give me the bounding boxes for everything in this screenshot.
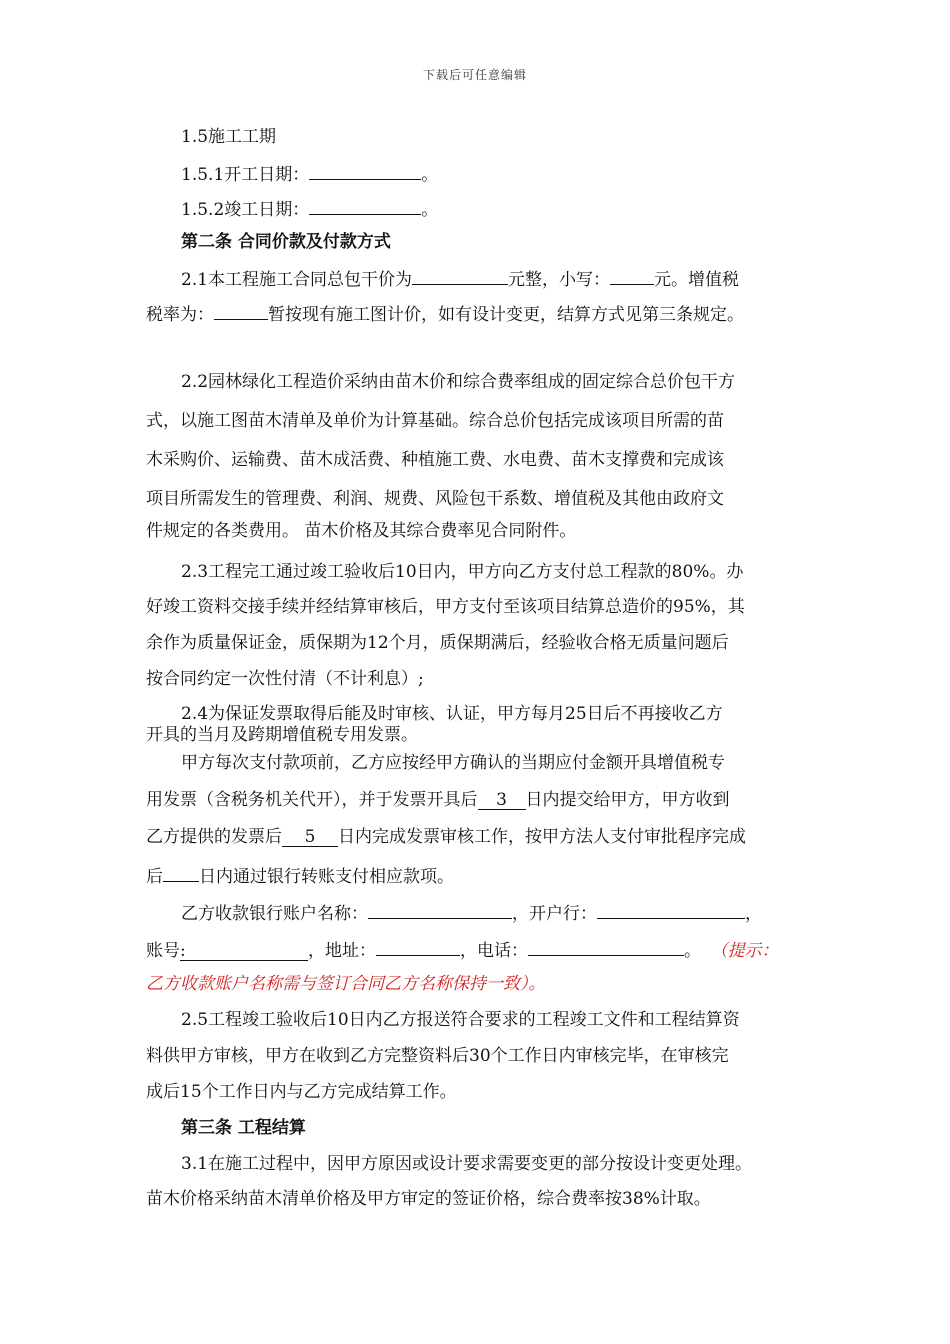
article-2-title: 第二条 合同价款及付款方式 bbox=[181, 232, 391, 252]
invoice-days-value: 3 bbox=[478, 791, 526, 810]
page-header: 下载后可任意编辑 bbox=[422, 68, 527, 82]
clause-2-5-line: 2.5工程竣工验收后10日内乙方报送符合要求的工程竣工文件和工程结算资 bbox=[181, 1010, 740, 1030]
clause-2-1-line2 bbox=[146, 301, 826, 326]
payment-text: 日内完成发票审核工作，按甲方法人支付审批程序完成 bbox=[338, 827, 746, 847]
account-name-blank bbox=[368, 900, 512, 919]
clause-2-1-text: 税率为： bbox=[146, 305, 214, 325]
clause-2-3-line: 按合同约定一次性付清（不计利息）; bbox=[146, 669, 424, 689]
clause-2-5-line: 成后15个工作日内与乙方完成结算工作。 bbox=[146, 1082, 457, 1102]
clause-2-1-text: 暂按现有施工图计价，如有设计变更，结算方式见第三条规定。 bbox=[268, 305, 744, 325]
phone-blank bbox=[528, 937, 684, 956]
clause-2-1-line1 bbox=[181, 266, 826, 291]
bank-line1 bbox=[181, 900, 826, 925]
start-date-label: 1.5.1开工日期： bbox=[181, 165, 310, 185]
payment-text: 日内提交给甲方，甲方收到 bbox=[525, 790, 730, 810]
period: 。 bbox=[421, 165, 439, 185]
payment-line1: 甲方每次支付款项前，乙方应按经甲方确认的当期应付金额开具增值税专 bbox=[181, 753, 725, 773]
bank-text: 。 bbox=[684, 941, 701, 961]
clause-2-5-line: 料供甲方审核，甲方在收到乙方完整资料后30个工作日内审核完毕，在审核完 bbox=[146, 1046, 729, 1066]
clause-2-3-line: 余作为质量保证金，质保期为12个月，质保期满后，经验收合格无质量问题后 bbox=[146, 633, 729, 653]
clause-2-3-line: 2.3工程完工通过竣工验收后10日内，甲方向乙方支付总工程款的80%。办 bbox=[181, 562, 744, 582]
clause-3-1-line: 苗木价格采纳苗木清单价格及甲方审定的签证价格，综合费率按38%计取。 bbox=[146, 1189, 711, 1209]
bank-text: ，电话： bbox=[460, 941, 528, 961]
amount-blank bbox=[610, 266, 654, 285]
period: 。 bbox=[421, 200, 439, 220]
bank-text: 乙方收款银行账户名称： bbox=[181, 904, 368, 924]
clause-2-1-text: 元。增值税 bbox=[654, 270, 740, 290]
bank-text: ，地址： bbox=[308, 941, 376, 961]
clause-3-1-line: 3.1在施工过程中，因甲方原因或设计要求需要变更的部分按设计变更处理。 bbox=[181, 1154, 753, 1174]
bank-name-blank bbox=[597, 900, 745, 919]
end-date-line bbox=[181, 196, 826, 221]
clause-2-2-line: 木采购价、运输费、苗木成活费、种植施工费、水电费、苗木支撑费和完成该 bbox=[146, 450, 724, 470]
clause-2-2-line: 项目所需发生的管理费、利润、规费、风险包干系数、增值税及其他由政府文 bbox=[146, 489, 724, 509]
payment-text: 乙方提供的发票后 bbox=[146, 827, 282, 847]
payment-text: 日内通过银行转账支付相应款项。 bbox=[199, 867, 454, 887]
payment-days-blank bbox=[163, 863, 199, 882]
review-days-value: 5 bbox=[282, 828, 338, 847]
address-blank bbox=[376, 937, 460, 956]
clause-2-4-line: 2.4为保证发票取得后能及时审核、认证，甲方每月25日后不再接收乙方 bbox=[181, 704, 723, 724]
account-number-blank: : bbox=[180, 942, 308, 961]
bank-line2 bbox=[146, 937, 826, 962]
start-date-blank bbox=[309, 161, 421, 180]
start-date-line bbox=[181, 161, 826, 186]
payment-line4 bbox=[146, 863, 826, 888]
article-3-title: 第三条 工程结算 bbox=[181, 1118, 306, 1138]
payment-text: 后 bbox=[146, 867, 163, 887]
clause-2-4-line: 开具的当月及跨期增值税专用发票。 bbox=[146, 725, 418, 745]
clause-2-1-text: 2.1本工程施工合同总包干价为 bbox=[181, 270, 413, 290]
price-blank bbox=[412, 266, 508, 285]
bank-text: ，开户行： bbox=[512, 904, 597, 924]
clause-2-1-text: 元整，小写： bbox=[508, 270, 611, 290]
payment-text: 用发票（含税务机关代开），并于发票开具后 bbox=[146, 790, 478, 810]
tax-rate-blank bbox=[214, 301, 268, 320]
end-date-label: 1.5.2竣工日期： bbox=[181, 200, 310, 220]
bank-text: ， bbox=[745, 904, 762, 924]
payment-line3 bbox=[146, 826, 826, 848]
payment-line2 bbox=[146, 789, 826, 811]
clause-2-2-line: 式，以施工图苗木清单及单价为计算基础。综合总价包括完成该项目所需的苗 bbox=[146, 411, 724, 431]
clause-2-3-line: 好竣工资料交接手续并经结算审核后，甲方支付至该项目结算总造价的95%，其 bbox=[146, 597, 745, 617]
clause-2-2-line: 件规定的各类费用。 苗木价格及其综合费率见合同附件。 bbox=[146, 521, 577, 541]
hint-text-line: 乙方收款账户名称需与签订合同乙方名称保持一致）。 bbox=[146, 974, 546, 994]
bank-text: 账号 bbox=[146, 941, 180, 961]
end-date-blank bbox=[309, 196, 421, 215]
clause-2-2-line: 2.2园林绿化工程造价采纳由苗木价和综合费率组成的固定综合总价包干方 bbox=[181, 372, 736, 392]
hint-text: （提示： bbox=[719, 941, 779, 961]
section-title-1-5: 1.5施工工期 bbox=[181, 127, 277, 147]
